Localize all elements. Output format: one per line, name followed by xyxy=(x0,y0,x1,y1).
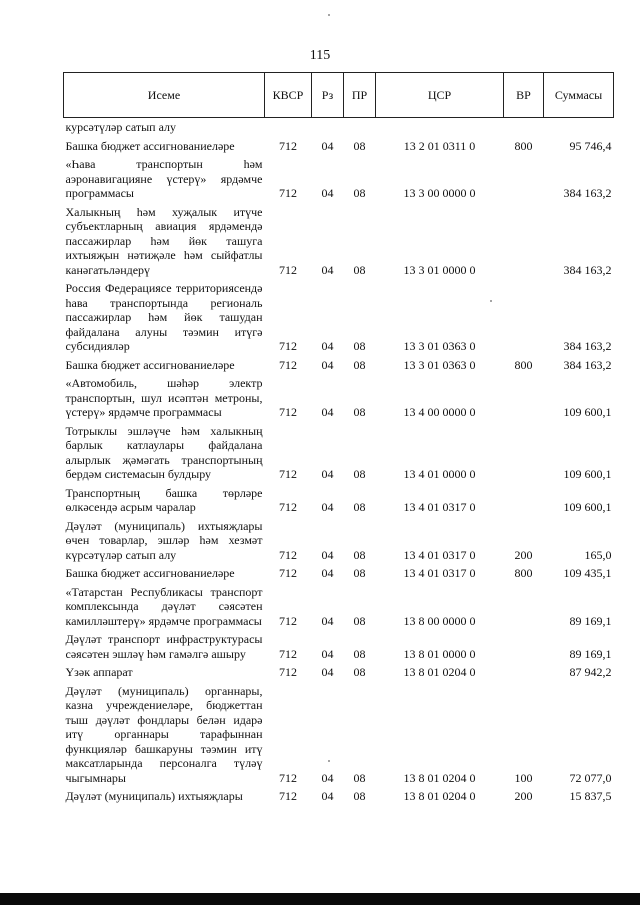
cell-pr: 08 xyxy=(353,789,366,803)
column-header-name: Исеме xyxy=(64,73,265,118)
cell-csr: 13 4 01 0317 0 xyxy=(403,566,476,580)
cell-pr: 08 xyxy=(353,357,366,372)
table-header-row xyxy=(64,73,614,118)
table-body xyxy=(64,118,614,806)
cell-pr: 08 xyxy=(353,186,366,200)
cell-csr: 13 8 01 0000 0 xyxy=(403,646,476,661)
cell-vr: 100 xyxy=(514,770,533,785)
column-header-pr: ПР xyxy=(344,73,376,118)
scan-speck xyxy=(328,760,330,762)
cell-vr xyxy=(504,118,544,137)
table-row xyxy=(64,374,614,422)
cell-sum: 384 163,2 xyxy=(563,186,612,200)
table-row xyxy=(64,682,614,788)
scan-speck xyxy=(328,14,330,16)
column-header-rz: Рз xyxy=(312,73,344,118)
cell-sum: 384 163,2 xyxy=(563,262,612,277)
cell-vr xyxy=(504,630,544,663)
table-row xyxy=(64,155,614,203)
scan-bottom-edge xyxy=(0,893,640,905)
cell-vr xyxy=(504,663,544,682)
cell-pr: 08 xyxy=(353,646,366,661)
table-row xyxy=(64,484,614,517)
cell-sum: 89 169,1 xyxy=(569,646,612,661)
cell-rz: 04 xyxy=(321,500,334,514)
cell-pr: 08 xyxy=(353,770,366,785)
table-row xyxy=(64,663,614,682)
cell-name: Тотрыклы эшләүче һәм халыкның барлык катлаулары файдалана алырлык җәмәгать транспортының бердәм системасын булдыру xyxy=(65,423,263,481)
cell-csr: 13 3 01 0363 0 xyxy=(403,357,476,372)
cell-kvsr: 712 xyxy=(279,500,297,514)
cell-csr: 13 4 00 0000 0 xyxy=(403,405,476,419)
cell-kvsr: 712 xyxy=(279,357,297,372)
cell-sum: 95 746,4 xyxy=(569,138,612,153)
cell-rz: 04 xyxy=(321,789,334,803)
cell-csr: 13 4 01 0317 0 xyxy=(403,500,476,514)
cell-pr: 08 xyxy=(353,138,366,153)
cell-name: Россия Федерациясе территориясендә һава транспортында региональ пассажирлар һәм йөк ташудан файдалана алуны тәэмин итүгә субсидияләр xyxy=(65,281,263,353)
cell-pr: 08 xyxy=(353,665,366,679)
cell-pr: 08 xyxy=(353,547,366,562)
cell-rz: 04 xyxy=(321,262,334,277)
cell-name: Үзәк аппарат xyxy=(65,665,133,679)
cell-sum: 109 600,1 xyxy=(563,405,612,419)
cell-vr: 800 xyxy=(514,138,533,153)
cell-name: Дәүләт (муниципаль) ихтыяҗлары xyxy=(65,789,243,803)
cell-csr: 13 3 01 0363 0 xyxy=(403,339,476,353)
table-row xyxy=(64,137,614,156)
cell-kvsr: 712 xyxy=(279,789,297,803)
cell-pr: 08 xyxy=(353,566,366,580)
cell-kvsr: 712 xyxy=(279,467,297,481)
cell-csr: 13 4 01 0317 0 xyxy=(403,547,476,562)
table-row xyxy=(64,517,614,565)
cell-sum: 165,0 xyxy=(584,547,612,562)
cell-sum: 109 435,1 xyxy=(563,566,612,580)
cell-vr xyxy=(504,422,544,484)
scan-speck xyxy=(490,300,492,302)
cell-csr: 13 4 01 0000 0 xyxy=(403,467,476,481)
cell-pr: 08 xyxy=(353,613,366,628)
cell-pr: 08 xyxy=(353,405,366,419)
cell-kvsr: 712 xyxy=(279,262,297,277)
cell-rz: 04 xyxy=(321,138,334,153)
cell-kvsr: 712 xyxy=(279,770,297,785)
cell-csr: 13 8 01 0204 0 xyxy=(403,789,476,803)
cell-sum xyxy=(544,118,614,137)
column-header-sum: Суммасы xyxy=(544,73,614,118)
cell-pr: 08 xyxy=(353,467,366,481)
cell-kvsr: 712 xyxy=(279,646,297,661)
cell-kvsr xyxy=(265,118,312,137)
cell-csr: 13 8 00 0000 0 xyxy=(403,613,476,628)
cell-csr: 13 3 01 0000 0 xyxy=(403,262,476,277)
cell-name: Дәүләт транспорт инфраструктурасы сәясәтен эшләү һәм гамәлгә ашыру xyxy=(65,632,263,661)
cell-sum: 109 600,1 xyxy=(563,500,612,514)
cell-rz: 04 xyxy=(321,186,334,200)
cell-rz: 04 xyxy=(321,665,334,679)
cell-name: Башка бюджет ассигнованиеләре xyxy=(65,566,235,580)
table-row xyxy=(64,787,614,806)
table-row xyxy=(64,118,614,137)
cell-rz: 04 xyxy=(321,405,334,419)
cell-rz: 04 xyxy=(321,646,334,661)
cell-vr xyxy=(504,203,544,280)
column-header-vr: ВР xyxy=(504,73,544,118)
table-row xyxy=(64,630,614,663)
cell-rz: 04 xyxy=(321,547,334,562)
cell-vr xyxy=(504,484,544,517)
cell-name: курсәтүләр сатып алу xyxy=(65,120,177,134)
table-row xyxy=(64,279,614,356)
cell-kvsr: 712 xyxy=(279,566,297,580)
cell-sum: 384 163,2 xyxy=(563,339,612,353)
cell-name: Башка бюджет ассигнованиеләре xyxy=(65,357,235,372)
budget-table xyxy=(63,72,614,806)
cell-csr: 13 2 01 0311 0 xyxy=(403,138,476,153)
cell-rz: 04 xyxy=(321,613,334,628)
cell-rz: 04 xyxy=(321,770,334,785)
cell-name: Башка бюджет ассигнованиеләре xyxy=(65,138,235,153)
cell-sum: 15 837,5 xyxy=(569,789,612,803)
cell-pr: 08 xyxy=(353,500,366,514)
column-header-kvsr: КВСР xyxy=(265,73,312,118)
cell-kvsr: 712 xyxy=(279,613,297,628)
cell-kvsr: 712 xyxy=(279,405,297,419)
cell-name: Дәүләт (муниципаль) ихтыяҗлары өчен товарлар, эшләр һәм хезмәт күрсәтүләр сатып алу xyxy=(65,518,263,562)
cell-rz: 04 xyxy=(321,357,334,372)
cell-rz: 04 xyxy=(321,566,334,580)
cell-sum: 89 169,1 xyxy=(569,613,612,628)
cell-kvsr: 712 xyxy=(279,138,297,153)
cell-vr: 800 xyxy=(514,566,533,580)
cell-sum: 384 163,2 xyxy=(563,357,612,372)
cell-rz: 04 xyxy=(321,467,334,481)
cell-kvsr: 712 xyxy=(279,339,297,353)
cell-rz: 04 xyxy=(321,339,334,353)
cell-pr: 08 xyxy=(353,262,366,277)
table-row xyxy=(64,583,614,631)
cell-name: «Автомобиль, шәһәр электр транспортын, шул исәптән метроны, үстерү» ярдәмче программасы xyxy=(65,376,263,419)
cell-name: «Татарстан Республикасы транспорт комплексында дәүләт сәясәтен камилләштерү» ярдәмче программасы xyxy=(65,584,263,628)
cell-vr: 200 xyxy=(514,789,533,803)
cell-vr: 200 xyxy=(514,547,533,562)
table-row xyxy=(64,422,614,484)
cell-name: Транспортның башка төрләре өлкәсендә асрым чаралар xyxy=(65,485,263,514)
cell-pr xyxy=(344,118,376,137)
cell-rz xyxy=(312,118,344,137)
cell-vr xyxy=(504,374,544,422)
cell-vr xyxy=(504,279,544,356)
table-row xyxy=(64,203,614,280)
cell-name: Дәүләт (муниципаль) органнары, казна учреждениеләре, бюджеттан тыш дәүләт фондлары белән идарә итү органнары тарафыннан функцияләр башкаруны тәэмин итү максатларында персоналга түләү чыгымнары xyxy=(65,683,263,785)
cell-csr: 13 3 00 0000 0 xyxy=(403,186,476,200)
cell-sum: 72 077,0 xyxy=(569,770,612,785)
cell-kvsr: 712 xyxy=(279,547,297,562)
table-row xyxy=(64,564,614,583)
cell-vr: 800 xyxy=(514,357,533,372)
cell-csr: 13 8 01 0204 0 xyxy=(403,770,476,785)
page-number: 115 xyxy=(309,48,331,63)
cell-kvsr: 712 xyxy=(279,665,297,679)
cell-sum: 109 600,1 xyxy=(563,467,612,481)
cell-vr xyxy=(504,155,544,203)
cell-name: Халыкның һәм хуҗалык итүче субъектларның авиация ярдәмендә пассажирлар һәм йөк ташуга ихтыяҗын нәтиҗәле һәм сыйфатлы канәгатьләндерү xyxy=(65,204,263,277)
cell-kvsr: 712 xyxy=(279,186,297,200)
cell-vr xyxy=(504,583,544,631)
cell-sum: 87 942,2 xyxy=(569,665,612,679)
cell-csr: 13 8 01 0204 0 xyxy=(403,665,476,679)
cell-name: «Һава транспортын һәм аэронавигацияне үстерү» ярдәмче программасы xyxy=(65,157,263,200)
column-header-csr: ЦСР xyxy=(376,73,504,118)
cell-pr: 08 xyxy=(353,339,366,353)
table-row xyxy=(64,356,614,375)
cell-csr xyxy=(376,118,504,137)
